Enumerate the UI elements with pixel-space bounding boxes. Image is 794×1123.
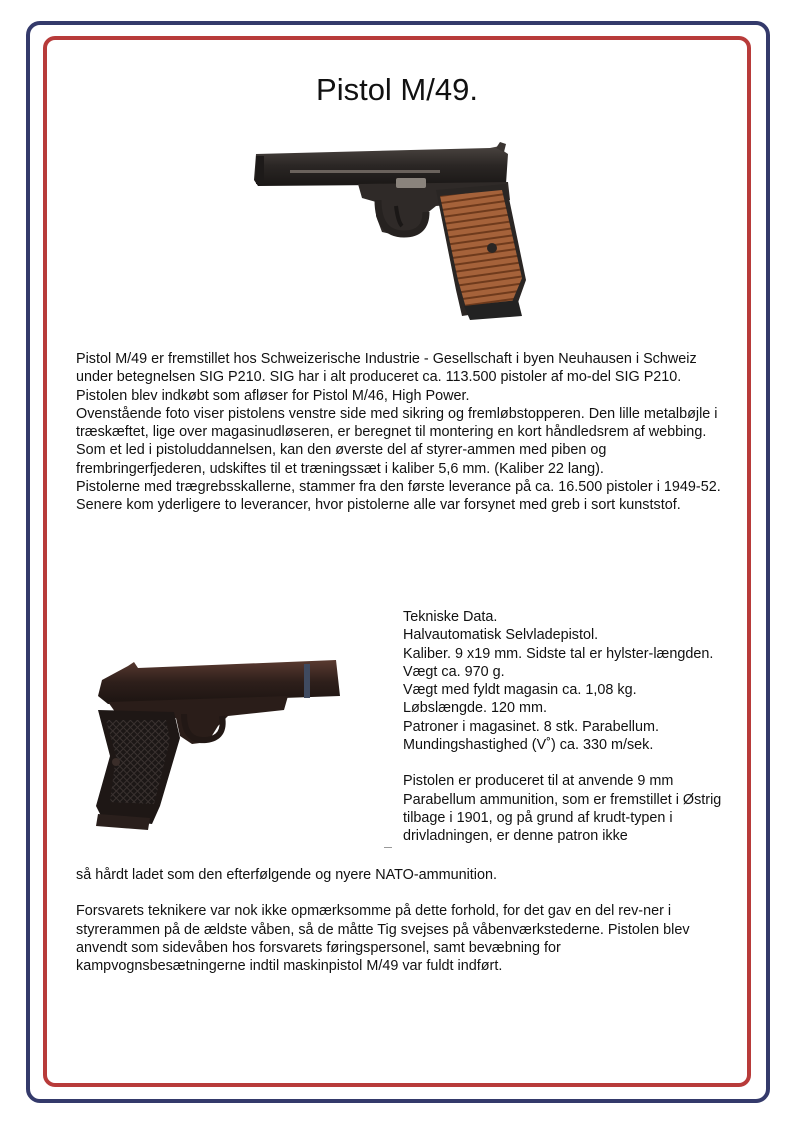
tech-line-caliber: Kaliber. 9 x19 mm. Sidste tal er hylster-længden. — [403, 645, 714, 662]
ammo-continuation: så hårdt ladet som den efterfølgende og nyere NATO-ammunition. — [76, 867, 498, 883]
pistol-wood-grip-image — [250, 140, 540, 325]
tech-line-velocity: Mundingshastighed (V˚) ca. 330 m/sek. — [403, 737, 654, 754]
page-title: Pistol M/49. — [316, 72, 478, 107]
closing-text — [76, 866, 726, 975]
intro-paragraph-1: Pistol M/49 er fremstillet hos Schweizerische Industrie - Gesellschaft i byen Neuhausen i Schweiz under betegnelsen SIG P210. SIG har i alt produceret ca. 113.500 pistoler af mo-del SIG P210. Pistolen blev indkøbt som afløser for Pistol M/46, High Power. — [76, 351, 697, 404]
closing-paragraph: Forsvarets teknikere var nok ikke opmærksomme på dette forhold, for det gav en del rev-ner i styrerammen på de ældste våben, så de måtte Tig svejses på våbenværkstederne. Pistolen blev anvendt som sidevåben hos forsvarets føringspersonel, samt bevæbning for kampvognsbesætningerne indtil maskinpistol M/49 var fuldt indført. — [76, 903, 690, 975]
tech-line-magazine: Patroner i magasinet. 8 stk. Parabellum. — [403, 718, 659, 735]
tech-line-type: Halvautomatisk Selvladepistol. — [403, 627, 599, 644]
technical-data — [403, 608, 723, 846]
ammo-paragraph: Pistolen er produceret til at anvende 9 mm Parabellum ammunition, som er fremstillet i Østrig tilbage i 1901, og på grund af krudt-typen i drivladningen, er denne patron ikke — [403, 773, 722, 845]
intro-paragraph-2: Ovenstående foto viser pistolens venstre side med sikring og fremløbstopperen. Den lille metalbøjle i træskæftet, lige over magasinudløseren, er beregnet til montering en kort håndledsrem af webbing. Som et led i pistoluddannelsen, kan den øverste del af styrer-ammen med piben og frembringerfjederen, udskiftes til et træningssæt i kaliber 5,6 mm. (Kaliber 22 lang). — [76, 405, 718, 477]
tech-line-weight-loaded: Vægt med fyldt magasin ca. 1,08 kg. — [403, 682, 637, 699]
pistol-black-grip-image — [88, 656, 346, 834]
intro-text — [76, 350, 726, 515]
intro-paragraph-3: Pistolerne med trægrebsskallerne, stammer fra den første leverance på ca. 16.500 pistoler i 1949-52. Senere kom yderligere to leverancer, hvor pistolerne alle var forsynet med greb i sort kunststof. — [76, 479, 721, 514]
tech-line-weight: Vægt ca. 970 g. — [403, 663, 505, 680]
tech-heading: Tekniske Data. — [403, 609, 498, 625]
divider-mark — [384, 847, 392, 848]
tech-line-barrel: Løbslængde. 120 mm. — [403, 700, 547, 717]
